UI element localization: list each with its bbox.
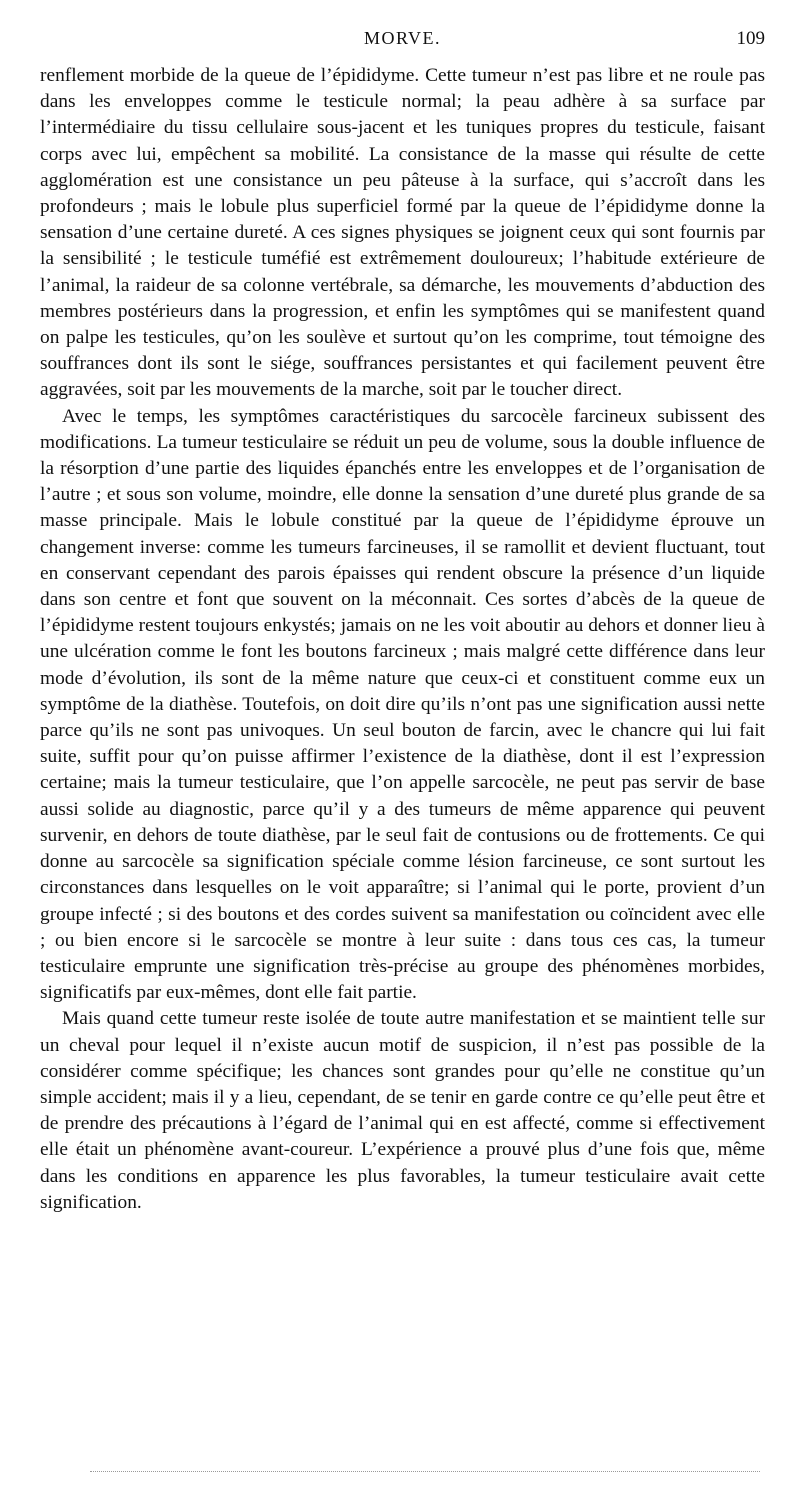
paragraph-continuation: renflement morbide de la queue de l’épididyme. Cette tumeur n’est pas libre et ne roule pas dans les enveloppes comme le testicule normal; la peau adhère à sa surface par l’intermédiaire du tissu cellulaire sous-jacent et les tuniques propres du testicule, faisant corps avec lui, empêchent sa mobilité. La consistance de la masse qui résulte de cette agglomération est une consistance un peu pâteuse à la surface, qui s’accroît dans les profondeurs ; mais le lobule plus superficiel formé par la queue de l’épididyme donne la sensation d’une certaine dureté. A ces signes physiques se joignent ceux qui sont fournis par la sensibilité ; le testicule tuméfié est extrêmement douloureux; l’habitude extérieure de l’animal, la raideur de sa colonne vertébrale, sa démarche, les mouvements d’abduction des membres postérieurs dans la progression, et enfin les symptômes qui se manifestent quand on palpe les testicules, qu’on les soulève et surtout qu’on les comprime, tout témoigne des souffrances dont ils sont le siége, souffrances persistantes et qui facilement peuvent être aggravées, soit par les mouvements de la marche, soit par le toucher direct. (40, 65, 765, 401)
paragraph-isolated-tumour: Mais quand cette tumeur reste isolée de toute autre manifestation et se maintient telle sur un cheval pour lequel il n’existe aucun motif de suspicion, il n’est pas possible de la considérer comme spécifique; les chances sont grandes pour qu’elle ne constitue qu’un simple accident; mais il y a lieu, cependant, de se tenir en garde contre ce qu’elle peut être et de prendre des précautions à l’égard de l’animal qui en est affecté, comme si effectivement elle était un phénomène avant-coureur. L’expérience a prouvé plus d’une fois que, même dans les conditions en apparence les plus favorables, la tumeur testiculaire avait cette signification. (40, 1008, 765, 1213)
paragraph-symptoms-evolution: Avec le temps, les symptômes caractéristiques du sarcocèle farcineux subissent des modifications. La tumeur testiculaire se réduit un peu de volume, sous la double influence de la résorption d’une partie des liquides épanchés entre les enveloppes et de l’organisation de l’autre ; et sous son volume, moindre, elle donne la sensation d’une dureté plus grande de sa masse principale. Mais le lobule constitué par la queue de l’épididyme éprouve un changement inverse: comme les tumeurs farcineuses, il se ramollit et devient fluctuant, tout en conservant cependant des parois épaisses qui rendent obscure la présence d’un liquide dans son centre et font que souvent on la méconnait. Ces sortes d’abcès de la queue de l’épididyme restent toujours enkystés; jamais on ne les voit aboutir au dehors et donner lieu à une ulcération comme le font les boutons farcineux ; mais malgré cette différence dans leur mode d’évolution, ils sont de la même nature que ceux-ci et constituent comme eux un symptôme de la diathèse. Toutefois, on doit dire qu’ils n’ont pas une signification aussi nette parce qu’ils ne sont pas univoques. Un seul bouton de farcin, avec le chancre qui lui fait suite, suffit pour qu’on puisse affirmer l’existence de la diathèse, dont il est l’expression certaine; mais la tumeur testiculaire, que l’on appelle sarcocèle, ne peut pas servir de base aussi solide au diagnostic, parce qu’il y a des tumeurs de même apparence qui peuvent survenir, en dehors de toute diathèse, par le seul fait de contusions ou de frottements. Ce qui donne au sarcocèle sa signification spéciale comme lésion farcineuse, ce sont surtout les circonstances dans lesquelles on le voit apparaître; si l’animal qui le porte, provient d’un groupe infecté ; si des boutons et des cordes suivent sa manifestation ou coïncident avec elle ; ou bien encore si le sarcocèle se montre à leur suite : dans tous ces cas, la tumeur testiculaire emprunte une signification très-précise au groupe des phénomènes morbides, significatifs par eux-mêmes, dont elle fait partie. (40, 405, 765, 1004)
page-number: 109 (736, 28, 765, 49)
body-text (40, 63, 765, 1218)
running-title: MORVE. (363, 28, 442, 48)
page-header (40, 28, 765, 54)
footer-rule (90, 1471, 760, 1472)
